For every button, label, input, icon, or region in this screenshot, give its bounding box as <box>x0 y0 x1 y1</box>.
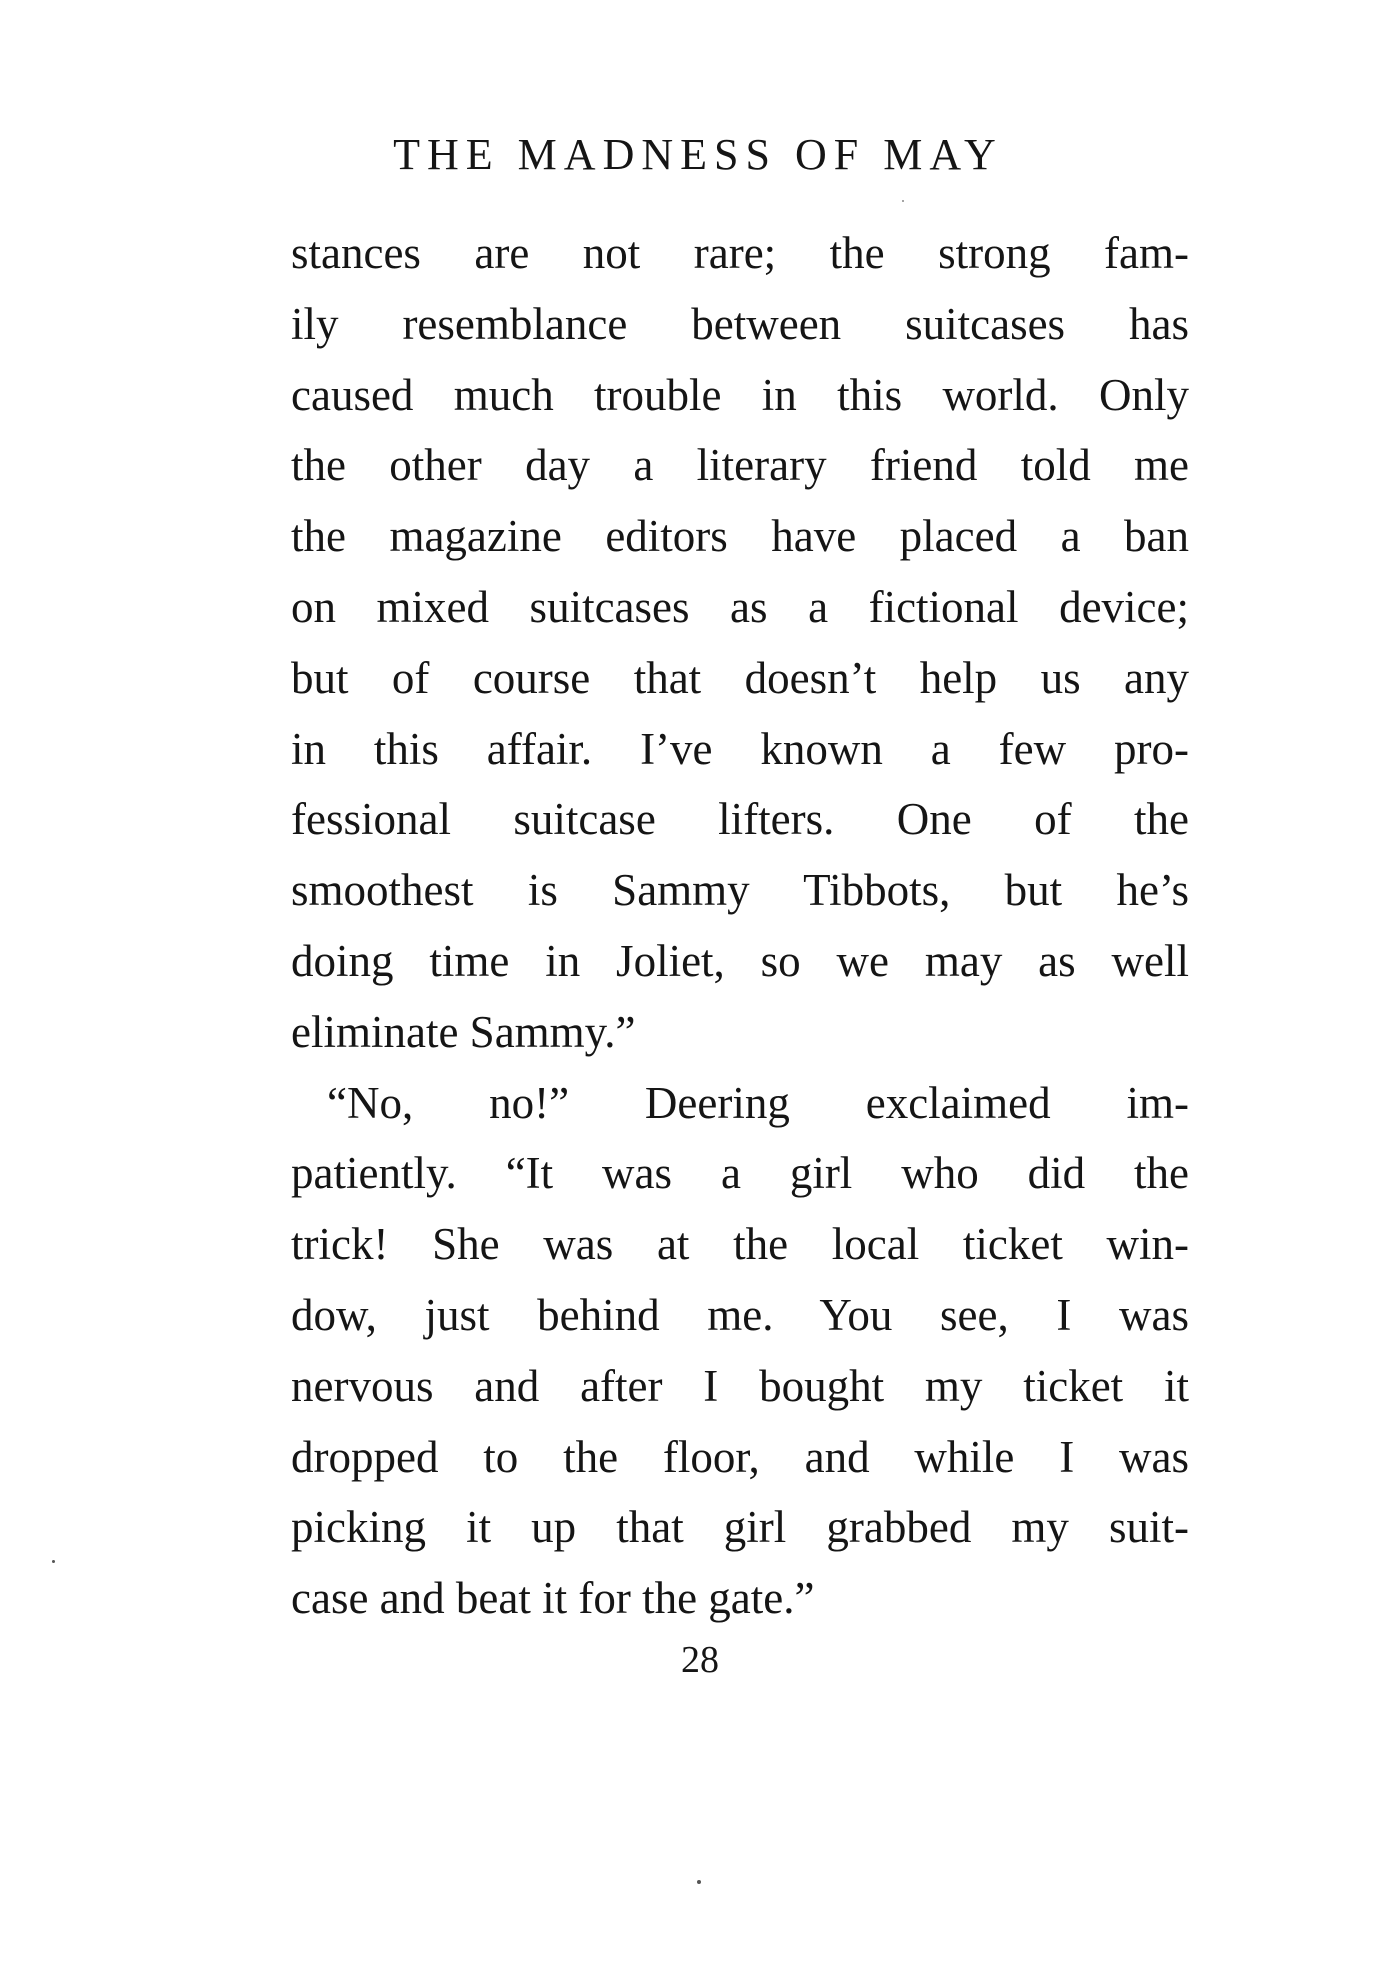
page-number: 28 <box>681 1639 719 1681</box>
text-line: doing time in Joliet, so we may as well <box>291 935 1189 986</box>
text-line: but of course that doesn’t help us any <box>291 652 1189 703</box>
text-line: the magazine editors have placed a ban <box>291 511 1189 562</box>
text-line: ily resemblance between suitcases has <box>291 298 1189 349</box>
text-line: the other day a literary friend told me <box>291 440 1189 491</box>
text-line: on mixed suitcases as a fictional device; <box>291 581 1189 632</box>
text-line: picking it up that girl grabbed my suit- <box>291 1502 1189 1553</box>
text-line: dropped to the floor, and while I was <box>291 1431 1189 1482</box>
text-line: smoothest is Sammy Tibbots, but he’s <box>291 865 1189 916</box>
running-head: THE MADNESS OF MAY <box>393 130 1003 179</box>
text-line: patiently. “It was a girl who did the <box>291 1148 1189 1199</box>
paper-speck <box>52 1560 55 1563</box>
text-line: trick! She was at the local ticket win- <box>291 1219 1189 1270</box>
paper-speck <box>902 200 904 202</box>
text-line: stances are not rare; the strong fam- <box>291 228 1189 278</box>
text-line: eliminate Sammy.” <box>291 1006 636 1057</box>
text-line: nervous and after I bought my ticket it <box>291 1360 1189 1411</box>
text-line: fessional suitcase lifters. One of the <box>291 794 1189 845</box>
text-line: dow, just behind me. You see, I was <box>291 1289 1189 1340</box>
text-line: caused much trouble in this world. Only <box>291 369 1189 420</box>
text-line: case and beat it for the gate.” <box>291 1573 815 1624</box>
text-line: “No, no!” Deering exclaimed im- <box>327 1077 1189 1128</box>
paper-speck <box>697 1880 701 1884</box>
body-text <box>291 218 1189 1634</box>
text-line: in this affair. I’ve known a few pro- <box>291 723 1189 774</box>
